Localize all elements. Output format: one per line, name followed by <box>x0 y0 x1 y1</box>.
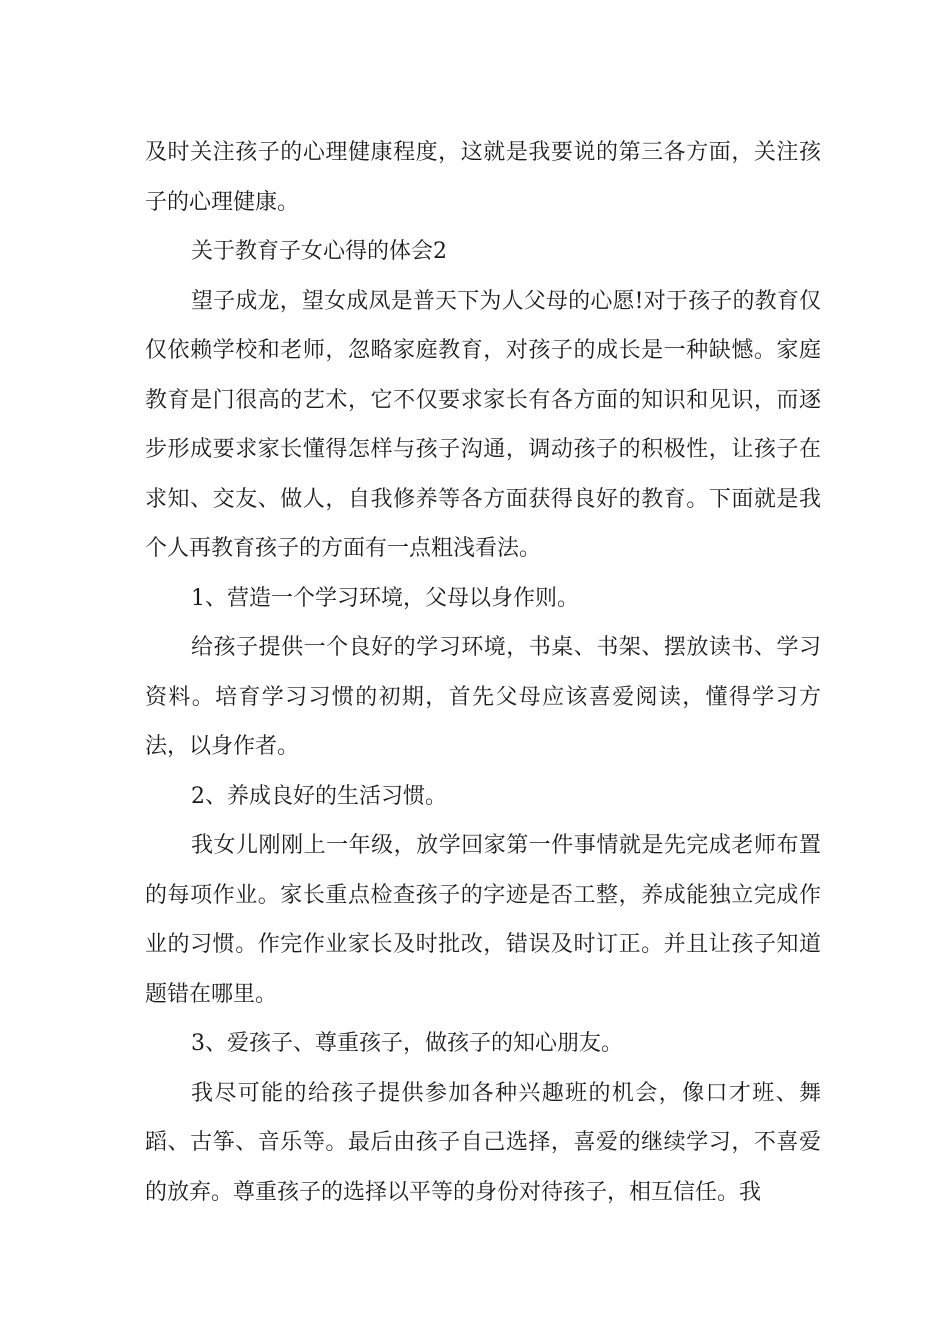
paragraph-point-2: 我女儿刚刚上一年级，放学回家第一件事情就是先完成老师布置的每项作业。家长重点检查孩子的字迹是否工整，养成能独立完成作业的习惯。作完作业家长及时批改，错误及时订正。并且让孩子知道题错在哪里。 <box>145 833 821 1007</box>
list-heading-1: 1、营造一个学习环境，父母以身作则。 <box>191 585 579 611</box>
paragraph-point-1: 给孩子提供一个良好的学习环境，书桌、书架、摆放读书、学习资料。培育学习习惯的初期，首先父母应该喜爱阅读，懂得学习方法，以身作者。 <box>145 635 821 759</box>
paragraph-0: 及时关注孩子的心理健康程度，这就是我要说的第三各方面，关注孩子的心理健康。 <box>145 140 821 215</box>
section-heading: 关于教育子女心得的体会2 <box>191 239 447 264</box>
list-heading-2: 2、养成良好的生活习惯。 <box>191 783 447 809</box>
list-heading-3: 3、爱孩子、尊重孩子，做孩子的知心朋友。 <box>191 1031 623 1056</box>
paragraph-point-3: 我尽可能的给孩子提供参加各种兴趣班的机会，像口才班、舞蹈、古筝、音乐等。最后由孩子自己选择，喜爱的继续学习，不喜爱的放弃。尊重孩子的选择以平等的身份对待孩子，相互信任。我 <box>145 1080 821 1205</box>
paragraph-intro: 望子成龙，望女成凤是普天下为人父母的心愿!对于孩子的教育仅仅依赖学校和老师，忽略家庭教育，对孩子的成长是一种缺憾。家庭教育是门很高的艺术，它不仅要求家长有各方面的知识和见识，而逐步形成要求家长懂得怎样与孩子沟通，调动孩子的积极性，让孩子在求知、交友、做人，自我修养等各方面获得良好的教育。下面就是我个人再教育孩子的方面有一点粗浅看法。 <box>145 288 821 561</box>
document-body <box>145 128 821 1217</box>
